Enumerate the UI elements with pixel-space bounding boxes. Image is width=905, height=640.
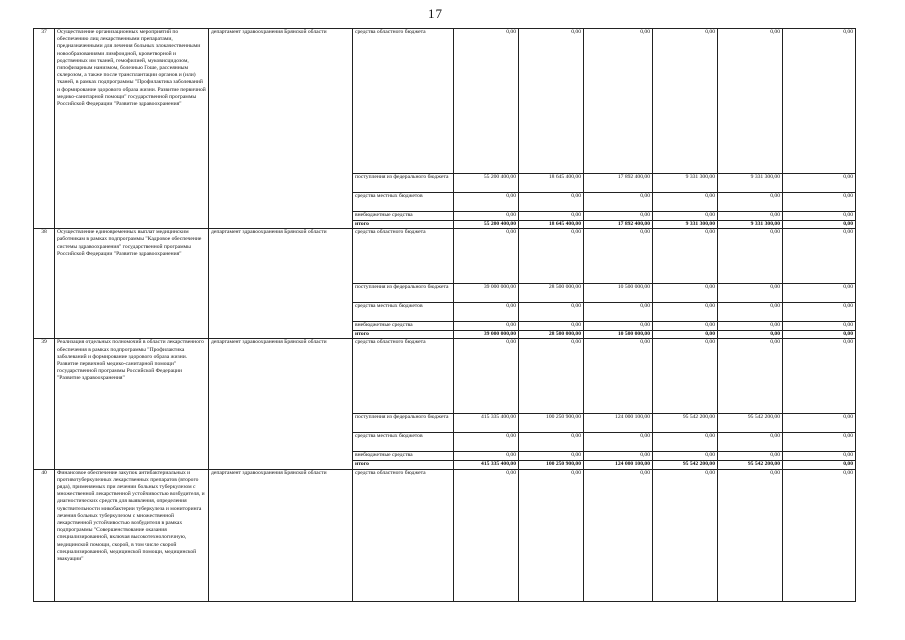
amount-cell: 55 200 400,00 xyxy=(454,174,519,193)
amount-cell: 10 500 000,00 xyxy=(584,331,653,339)
amount-cell: 0,00 xyxy=(783,322,856,331)
amount-cell: 0,00 xyxy=(783,221,856,229)
amount-cell: 39 000 000,00 xyxy=(454,284,519,303)
amount-cell: 0,00 xyxy=(454,469,519,601)
executor: департамент здравоохранения Брянской области xyxy=(209,29,353,229)
amount-cell: 0,00 xyxy=(718,193,783,212)
amount-cell: 9 331 300,00 xyxy=(653,174,718,193)
amount-cell: 28 500 000,00 xyxy=(519,284,584,303)
amount-cell: 28 500 000,00 xyxy=(519,331,584,339)
amount-cell: 0,00 xyxy=(718,303,783,322)
amount-cell: 95 542 200,00 xyxy=(718,414,783,433)
amount-cell: 0,00 xyxy=(783,29,856,174)
funding-source: средства областного бюджета xyxy=(353,29,454,174)
amount-cell: 0,00 xyxy=(718,339,783,414)
amount-cell: 0,00 xyxy=(454,193,519,212)
amount-cell: 0,00 xyxy=(519,433,584,452)
amount-cell: 0,00 xyxy=(783,469,856,601)
amount-cell: 0,00 xyxy=(584,469,653,601)
amount-cell: 0,00 xyxy=(653,331,718,339)
amount-cell: 0,00 xyxy=(783,461,856,469)
funding-source: средства местных бюджетов xyxy=(353,193,454,212)
amount-cell: 39 000 000,00 xyxy=(454,331,519,339)
amount-cell: 0,00 xyxy=(653,433,718,452)
measure-description: Финансовое обеспечение закупок антибактериальных и противотуберкулезных лекарственных препаратов (второго ряда), применяемых при лечении больных туберкулезом с множественной лекарственной устойчивостью возбудителя, и диагностических средств для выявления, определения чувствительности микобактерии туберкулеза и мониторинга лечения больных туберкулезом с множественной лекарственной устойчивостью возбудителя в рамках подпрограммы "Совершенствование оказания специализированной, включая высокотехнологичную, медицинской помощи, скорой, в том числе скорой специализированной, медицинской помощи, медицинской эвакуации" xyxy=(55,469,209,601)
amount-cell: 0,00 xyxy=(519,193,584,212)
amount-cell: 124 000 100,00 xyxy=(584,414,653,433)
measure-description: Реализация отдельных полномочий в области лекарственного обеспечения в рамках подпрограммы "Профилактика заболеваний и формирование здорового образа жизни. Развитие первичной медико-санитарной помощи" государственной программы Российской Федерации "Развитие здравоохранения" xyxy=(55,339,209,469)
amount-cell: 9 331 300,00 xyxy=(653,221,718,229)
amount-cell: 0,00 xyxy=(584,229,653,284)
budget-table xyxy=(33,28,856,602)
amount-cell: 0,00 xyxy=(718,29,783,174)
executor: департамент здравоохранения Брянской области xyxy=(209,229,353,339)
amount-cell: 0,00 xyxy=(783,193,856,212)
amount-cell: 0,00 xyxy=(584,303,653,322)
amount-cell: 0,00 xyxy=(783,174,856,193)
funding-source: внебюджетные средства xyxy=(353,322,454,331)
amount-cell: 0,00 xyxy=(653,29,718,174)
amount-cell: 0,00 xyxy=(519,452,584,461)
amount-cell: 95 542 200,00 xyxy=(653,414,718,433)
amount-cell: 55 200 400,00 xyxy=(454,221,519,229)
amount-cell: 0,00 xyxy=(783,414,856,433)
funding-source: внебюджетные средства xyxy=(353,452,454,461)
amount-cell: 0,00 xyxy=(783,331,856,339)
amount-cell: 100 250 900,00 xyxy=(519,414,584,433)
amount-cell: 0,00 xyxy=(653,452,718,461)
amount-cell: 0,00 xyxy=(454,212,519,221)
amount-cell: 0,00 xyxy=(653,212,718,221)
amount-cell: 17 892 400,00 xyxy=(584,174,653,193)
amount-cell: 0,00 xyxy=(718,229,783,284)
amount-cell: 18 645 400,00 xyxy=(519,174,584,193)
funding-source: итого xyxy=(353,331,454,339)
amount-cell: 0,00 xyxy=(454,339,519,414)
amount-cell: 95 542 200,00 xyxy=(718,461,783,469)
amount-cell: 415 335 400,00 xyxy=(454,414,519,433)
amount-cell: 0,00 xyxy=(519,339,584,414)
amount-cell: 0,00 xyxy=(519,212,584,221)
funding-source: средства областного бюджета xyxy=(353,229,454,284)
amount-cell: 0,00 xyxy=(783,452,856,461)
executor: департамент здравоохранения Брянской области xyxy=(209,339,353,469)
funding-source: средства областного бюджета xyxy=(353,339,454,414)
funding-source: средства областного бюджета xyxy=(353,469,454,601)
amount-cell: 95 542 200,00 xyxy=(653,461,718,469)
amount-cell: 0,00 xyxy=(783,433,856,452)
amount-cell: 0,00 xyxy=(718,331,783,339)
amount-cell: 124 000 100,00 xyxy=(584,461,653,469)
amount-cell: 0,00 xyxy=(584,452,653,461)
executor: департамент здравоохранения Брянской области xyxy=(209,469,353,601)
table-row xyxy=(34,229,856,284)
amount-cell: 0,00 xyxy=(584,193,653,212)
amount-cell: 0,00 xyxy=(454,29,519,174)
amount-cell: 0,00 xyxy=(454,303,519,322)
page-number: 17 xyxy=(428,6,443,21)
funding-source: средства местных бюджетов xyxy=(353,433,454,452)
funding-source: средства местных бюджетов xyxy=(353,303,454,322)
amount-cell: 0,00 xyxy=(519,322,584,331)
amount-cell: 0,00 xyxy=(454,433,519,452)
amount-cell: 0,00 xyxy=(519,303,584,322)
amount-cell: 0,00 xyxy=(653,322,718,331)
amount-cell: 0,00 xyxy=(718,452,783,461)
amount-cell: 0,00 xyxy=(584,212,653,221)
measure-description: Осуществление единовременных выплат медицинским работникам в рамках подпрограммы "Кадровое обеспечение системы здравоохранения" государственной программы Российской Федерации "Развитие здравоохранения" xyxy=(55,229,209,339)
amount-cell: 0,00 xyxy=(718,322,783,331)
funding-source: итого xyxy=(353,461,454,469)
amount-cell: 0,00 xyxy=(718,284,783,303)
amount-cell: 0,00 xyxy=(519,229,584,284)
funding-source: поступления из федерального бюджета xyxy=(353,414,454,433)
table-row xyxy=(34,29,856,174)
amount-cell: 0,00 xyxy=(519,469,584,601)
amount-cell: 10 500 000,00 xyxy=(584,284,653,303)
amount-cell: 0,00 xyxy=(653,303,718,322)
amount-cell: 0,00 xyxy=(454,452,519,461)
row-number: 38 xyxy=(34,229,55,339)
amount-cell: 0,00 xyxy=(718,433,783,452)
amount-cell: 0,00 xyxy=(653,193,718,212)
amount-cell: 0,00 xyxy=(454,322,519,331)
amount-cell: 0,00 xyxy=(584,322,653,331)
amount-cell: 9 331 300,00 xyxy=(718,174,783,193)
amount-cell: 0,00 xyxy=(584,433,653,452)
table-row xyxy=(34,339,856,414)
amount-cell: 0,00 xyxy=(584,339,653,414)
amount-cell: 0,00 xyxy=(653,469,718,601)
table-row xyxy=(34,469,856,601)
row-number: 39 xyxy=(34,339,55,469)
amount-cell: 0,00 xyxy=(783,212,856,221)
amount-cell: 415 335 400,00 xyxy=(454,461,519,469)
funding-source: итого xyxy=(353,221,454,229)
amount-cell: 0,00 xyxy=(783,339,856,414)
funding-source: внебюджетные средства xyxy=(353,212,454,221)
funding-source: поступления из федерального бюджета xyxy=(353,284,454,303)
amount-cell: 0,00 xyxy=(783,303,856,322)
amount-cell: 0,00 xyxy=(783,284,856,303)
amount-cell: 0,00 xyxy=(653,229,718,284)
row-number: 37 xyxy=(34,29,55,229)
amount-cell: 0,00 xyxy=(454,229,519,284)
amount-cell: 9 331 300,00 xyxy=(718,221,783,229)
amount-cell: 0,00 xyxy=(718,469,783,601)
amount-cell: 0,00 xyxy=(718,212,783,221)
row-number: 40 xyxy=(34,469,55,601)
measure-description: Осуществление организационных мероприятий по обеспечению лиц лекарственными препаратами, предназначенными для лечения больных злокачественными новообразованиями лимфоидной, кроветворной и родственных им тканей, гемофилией, муковисцидозом, гипофизарным нанизмом, болезнью Гоше, рассеянным склерозом, а также после трансплантации органов и (или) тканей, в рамках подпрограммы "Профилактика заболеваний и формирование здорового образа жизни. Развитие первичной медико-санитарной помощи" государственной программы Российской Федерации "Развитие здравоохранения" xyxy=(55,29,209,229)
amount-cell: 18 645 400,00 xyxy=(519,221,584,229)
amount-cell: 100 250 900,00 xyxy=(519,461,584,469)
amount-cell: 0,00 xyxy=(653,339,718,414)
amount-cell: 17 892 400,00 xyxy=(584,221,653,229)
amount-cell: 0,00 xyxy=(783,229,856,284)
amount-cell: 0,00 xyxy=(653,284,718,303)
amount-cell: 0,00 xyxy=(519,29,584,174)
amount-cell: 0,00 xyxy=(584,29,653,174)
funding-source: поступления из федерального бюджета xyxy=(353,174,454,193)
